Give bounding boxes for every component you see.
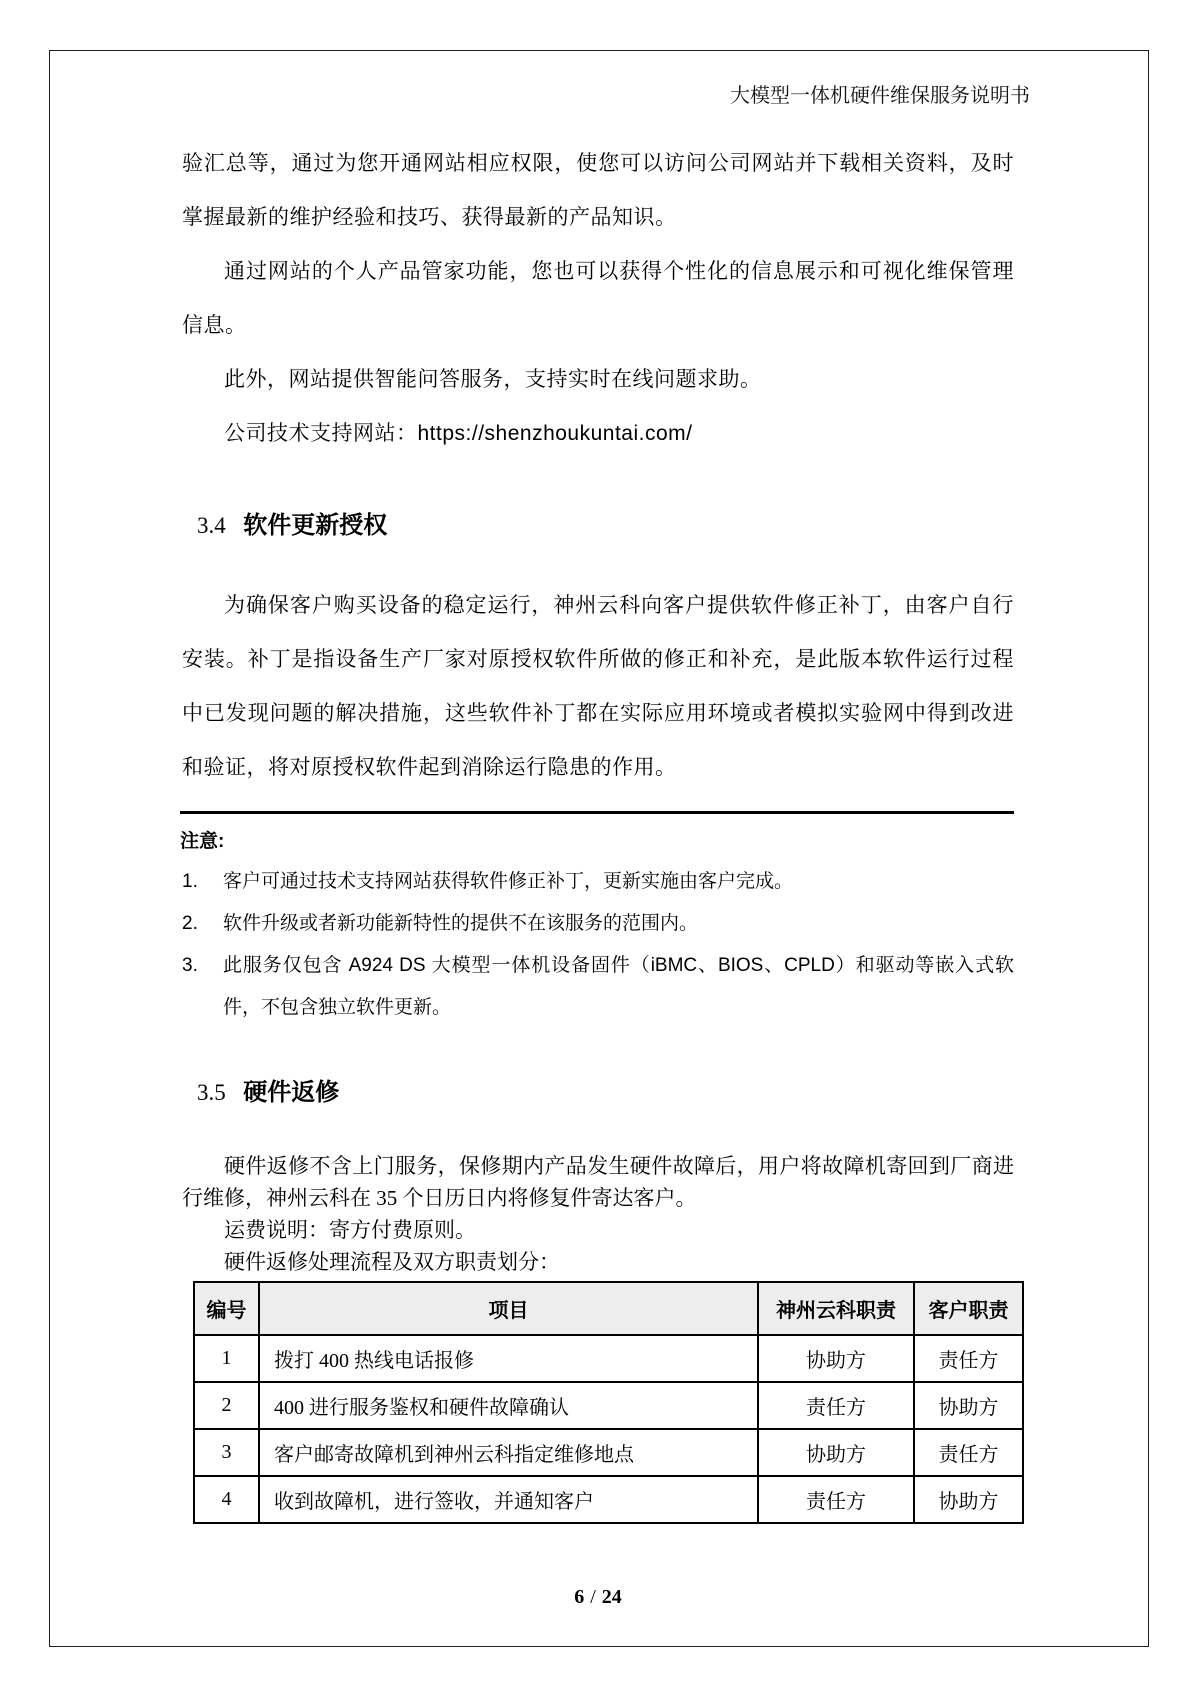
note-item-text: 软件升级或者新功能新特性的提供不在该服务的范围内。 [223,913,699,934]
footer-separator: / [590,1586,596,1608]
cell-item: 拨打 400 热线电话报修 [259,1335,758,1382]
intro-paragraph-3: 此外，网站提供智能问答服务，支持实时在线问题求助。 [224,368,762,391]
section-3-4-number: 3.4 [197,513,226,538]
section-3-5-number: 3.5 [197,1080,226,1105]
table-row [194,1429,1023,1476]
responsibility-table [193,1281,1024,1524]
column-header-number: 编号 [194,1282,259,1335]
cell-vendor-duty: 责任方 [758,1476,914,1523]
intro-paragraph-4-support-site: 公司技术支持网站：https://shenzhoukuntai.com/ [224,422,693,445]
cell-number: 2 [194,1382,259,1429]
cell-customer-duty: 责任方 [914,1335,1023,1382]
notice-list [182,861,1014,1029]
doc-header-title: 大模型一体机硬件维保服务说明书 [730,85,1030,107]
cell-customer-duty: 协助方 [914,1382,1023,1429]
notice-divider-rule [180,811,1014,814]
note-item-number: 1. [182,871,198,892]
cell-vendor-duty: 协助方 [758,1429,914,1476]
table-header-row [194,1282,1023,1335]
cell-number: 1 [194,1335,259,1382]
note-item-number: 2. [182,913,198,934]
cell-customer-duty: 责任方 [914,1429,1023,1476]
section-3-4-title: 软件更新授权 [243,512,388,539]
section-3-5-paragraph-3: 硬件返修处理流程及双方职责划分： [224,1250,560,1274]
intro-paragraph-2: 通过网站的个人产品管家功能，您也可以获得个性化的信息展示和可视化维保管理信息。 [182,260,1014,337]
cell-number: 3 [194,1429,259,1476]
section-3-4-body: 为确保客户购买设备的稳定运行，神州云科向客户提供软件修正补丁，由客户自行安装。补丁是指设备生产厂家对原授权软件所做的修正和补充，是此版本软件运行过程中已发现问题的解决措施，这些软件补丁都在实际应用环境或者模拟实验网中得到改进和验证，将对原授权软件起到消除运行隐患的作用。 [182,594,1014,779]
note-item [182,945,1014,1029]
section-3-5-heading [197,1076,339,1110]
table-row [194,1382,1023,1429]
cell-vendor-duty: 责任方 [758,1382,914,1429]
section-3-4-heading [197,509,387,543]
cell-item: 客户邮寄故障机到神州云科指定维修地点 [259,1429,758,1476]
page-footer [182,1585,1014,1609]
column-header-item: 项目 [259,1282,758,1335]
note-item-text: 此服务仅包含 A924 DS 大模型一体机设备固件（iBMC、BIOS、CPLD）和驱动等嵌入式软件，不包含独立软件更新。 [223,955,1014,1018]
table-row [194,1335,1023,1382]
cell-number: 4 [194,1476,259,1523]
section-3-5-paragraph-2: 运费说明：寄方付费原则。 [224,1218,476,1242]
note-item [182,861,1014,903]
cell-vendor-duty: 协助方 [758,1335,914,1382]
note-item-number: 3. [182,955,198,976]
notice-label: 注意: [180,831,225,852]
table-row [194,1476,1023,1523]
note-item [182,903,1014,945]
section-3-5-body [182,1150,1014,1278]
note-item-text: 客户可通过技术支持网站获得软件修正补丁，更新实施由客户完成。 [223,871,794,892]
intro-paragraph-1: 验汇总等，通过为您开通网站相应权限，使您可以访问公司网站并下载相关资料，及时掌握最新的维护经验和技巧、获得最新的产品知识。 [182,152,1014,229]
footer-page-number: 6 [574,1586,585,1608]
cell-item: 400 进行服务鉴权和硬件故障确认 [259,1382,758,1429]
column-header-vendor-duty: 神州云科职责 [758,1282,914,1335]
cell-customer-duty: 协助方 [914,1476,1023,1523]
section-3-5-title: 硬件返修 [243,1079,340,1106]
section-3-5-paragraph-1: 硬件返修不含上门服务，保修期内产品发生硬件故障后，用户将故障机寄回到厂商进行维修，神州云科在 35 个日历日内将修复件寄达客户。 [182,1154,1014,1210]
column-header-customer-duty: 客户职责 [914,1282,1023,1335]
cell-item: 收到故障机，进行签收，并通知客户 [259,1476,758,1523]
footer-total-pages: 24 [601,1586,622,1608]
intro-section [182,137,1014,461]
